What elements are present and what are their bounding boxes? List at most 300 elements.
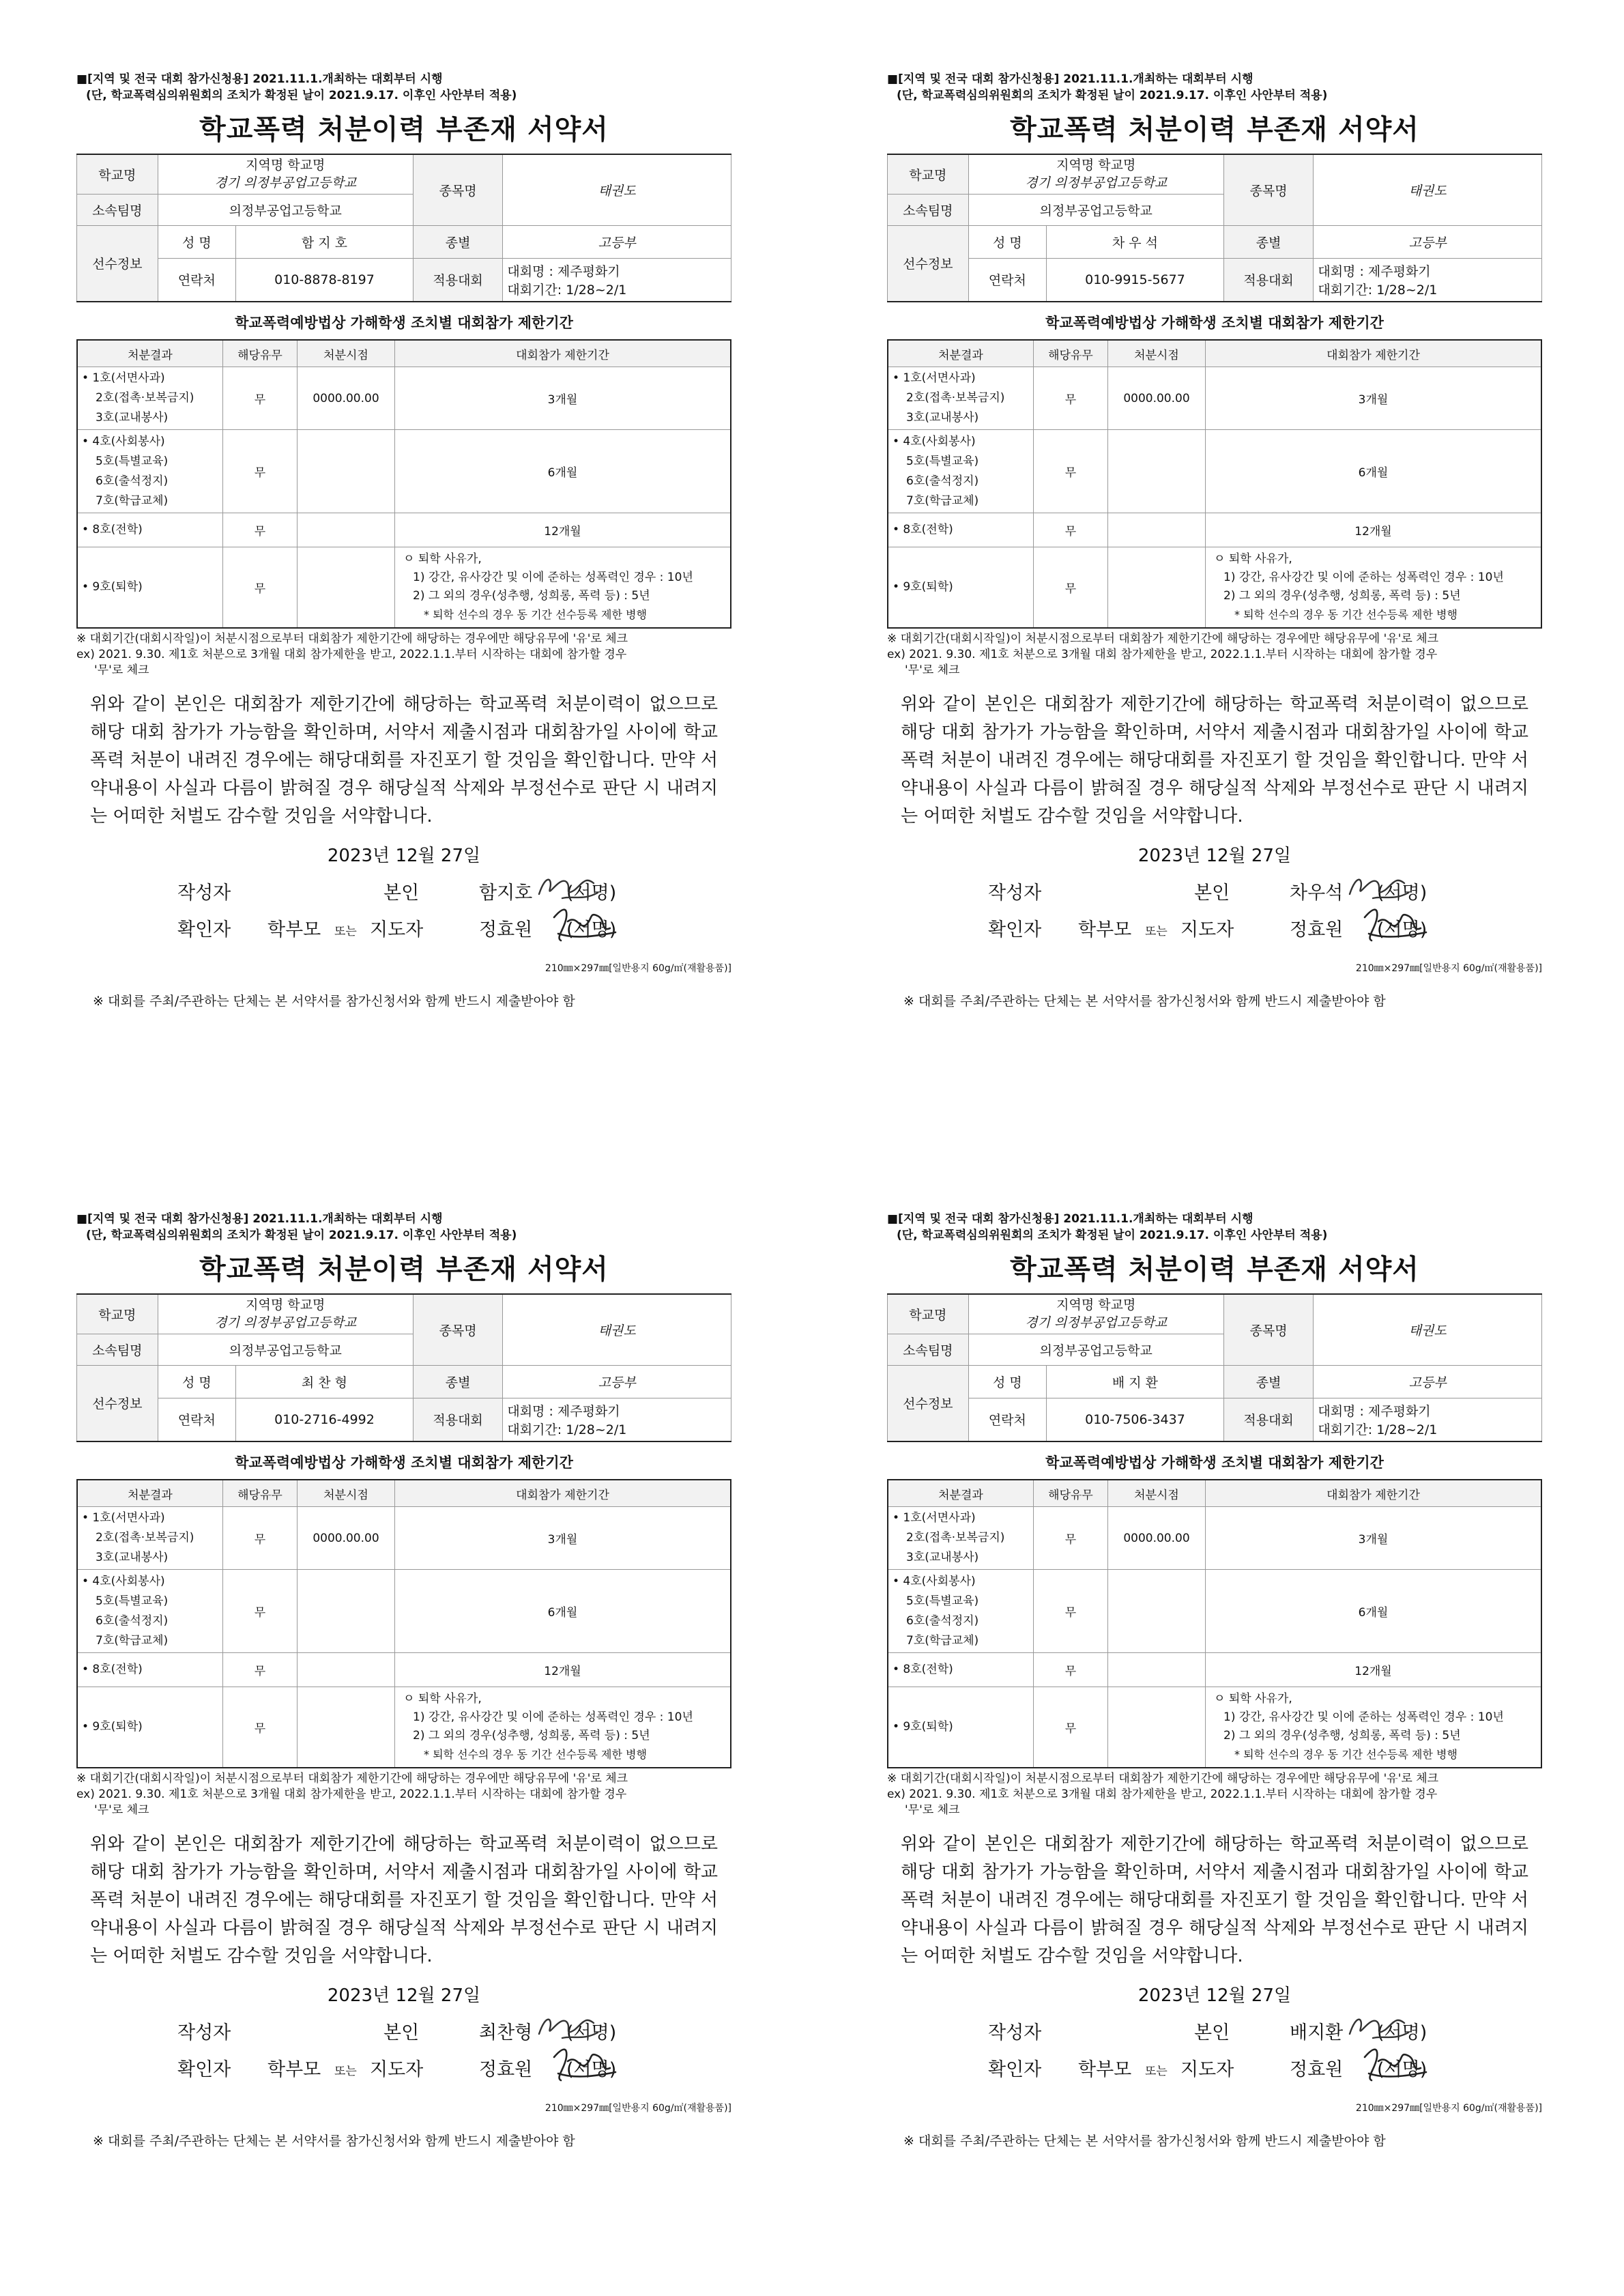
- date-cell: 0000.00.00: [298, 1507, 395, 1570]
- applicable-cell: 무: [223, 1570, 298, 1653]
- result-line: 7호(학급교체): [96, 1633, 169, 1648]
- event-value: 태권도: [503, 154, 731, 225]
- expulsion-note: ㅇ 퇴학 사유가,: [1214, 552, 1292, 566]
- expulsion-note: ㅇ 퇴학 사유가,: [403, 552, 482, 566]
- coach-signature: [1358, 901, 1433, 946]
- result-line: 2호(접촉·보복금지): [906, 391, 1005, 405]
- limit-cell: 12개월: [1206, 513, 1542, 547]
- limits-section-title: 학교폭력예방법상 가해학생 조치별 대회참가 제한기간: [235, 315, 573, 331]
- date-cell: [1108, 1687, 1206, 1768]
- name-value: 배 지 환: [1047, 1365, 1224, 1398]
- date-cell: [1108, 1570, 1206, 1653]
- notice-line-1: ■[지역 및 전국 대회 참가신청용] 2021.11.1.개최하는 대회부터 시행: [887, 72, 1253, 86]
- limit-cell: 3개월: [395, 367, 731, 430]
- contact-label: 연락처: [968, 258, 1046, 302]
- table-row: [888, 430, 1541, 513]
- name-label: 성 명: [158, 1365, 235, 1398]
- division-label: 종별: [1223, 225, 1314, 258]
- result-line: 5호(특별교육): [906, 454, 979, 468]
- contact-value: 010-7506-3437: [1047, 1398, 1224, 1441]
- contact-label: 연락처: [968, 1398, 1046, 1441]
- applicable-cell: 무: [223, 547, 298, 628]
- writer-label: 작성자: [177, 2022, 231, 2043]
- limits-table: [887, 1479, 1542, 1768]
- result-line: • 4호(사회봉사): [82, 434, 165, 448]
- pledge-text: 위와 같이 본인은 대회참가 제한기간에 해당하는 학교폭력 처분이력이 없으므로 해당 대회 참가가 가능함을 확인하며, 서약서 제출시점과 대회참가일 사이에 학교폭력 처분이 내려진 경우에는 해당대회를 자진포기 할 것임을 확인합니다. 만약 서약내용이 사실과 다름이 밝혀질 경우 해당실적 삭제와 부정선수로 판단 시 내려지는 어떠한 처벌도 감수할 것임을 서약합니다.: [901, 1833, 1528, 1966]
- name-label: 성 명: [968, 225, 1046, 258]
- col-result: 처분결과: [77, 340, 223, 367]
- paper-spec: 210㎜×297㎜[일반용지 60g/㎡(재활용품)]: [1355, 962, 1542, 974]
- result-cell: [77, 367, 223, 430]
- coach-name: 정효원: [1290, 2058, 1344, 2080]
- applicable-cell: 무: [1034, 367, 1108, 430]
- name-value: 함 지 호: [236, 225, 414, 258]
- signer-sign-label: (서명): [1377, 882, 1427, 904]
- contact-value: 010-9915-5677: [1047, 258, 1224, 302]
- footnote-line: '무'로 체크: [905, 663, 960, 677]
- result-line: • 4호(사회봉사): [893, 434, 976, 448]
- form-title: 학교폭력 처분이력 부존재 서약서: [199, 114, 609, 145]
- coach-label: 지도자: [1180, 919, 1234, 941]
- date-cell: [1108, 1653, 1206, 1687]
- expulsion-note: 1) 강간, 유사강간 및 이에 준하는 성폭력인 경우 : 10년: [413, 571, 693, 585]
- expulsion-note: 2) 그 외의 경우(성추행, 성희롱, 폭력 등) : 5년: [413, 589, 650, 603]
- col-date: 처분시점: [298, 1480, 395, 1507]
- applicable-cell: 무: [1034, 1507, 1108, 1570]
- competition-period: 대회기간: 1/28~2/1: [507, 1422, 627, 1437]
- form-title: 학교폭력 처분이력 부존재 서약서: [1010, 114, 1419, 145]
- result-cell: [888, 1507, 1034, 1570]
- footnote-line: ex) 2021. 9.30. 제1호 처분으로 3개월 대회 참가제한을 받고, 2022.1.1.부터 시작하는 대회에 참가할 경우: [887, 647, 1438, 661]
- team-label: 소속팀명: [77, 1334, 158, 1365]
- date-cell: 0000.00.00: [1108, 1507, 1206, 1570]
- limits-table: [76, 1479, 731, 1768]
- result-cell: [77, 1507, 223, 1570]
- result-cell: [77, 1570, 223, 1653]
- region-school-caption: 지역명 학교명: [1056, 158, 1136, 173]
- pledge-form: [887, 1211, 1542, 2200]
- event-label: 종목명: [413, 1294, 503, 1365]
- expulsion-note: * 퇴학 선수의 경우 동 기간 선수등록 제한 병행: [1234, 1748, 1458, 1762]
- final-note: ※ 대회를 주최/주관하는 단체는 본 서약서를 참가신청서와 함께 반드시 제출받아야 함: [93, 2133, 575, 2149]
- footnote: [76, 631, 731, 678]
- col-limit: 대회참가 제한기간: [1206, 340, 1542, 367]
- limits-section-title: 학교폭력예방법상 가해학생 조치별 대회참가 제한기간: [1045, 315, 1384, 331]
- team-label: 소속팀명: [888, 1334, 969, 1365]
- division-value: 고등부: [1314, 225, 1542, 258]
- name-value: 최 찬 형: [236, 1365, 414, 1398]
- col-result: 처분결과: [77, 1480, 223, 1507]
- result-cell: [77, 547, 223, 628]
- division-value: 고등부: [503, 1365, 731, 1398]
- pledge-date: 2023년 12월 27일: [1137, 1985, 1292, 2006]
- confirmer-label: 확인자: [177, 919, 231, 941]
- applicable-cell: 무: [223, 1507, 298, 1570]
- result-line: • 8호(전학): [893, 523, 953, 536]
- signer-name: 배지환: [1290, 2022, 1344, 2043]
- coach-signature: [547, 901, 622, 946]
- table-row: [888, 547, 1541, 628]
- col-limit: 대회참가 제한기간: [395, 340, 731, 367]
- pledge-form: [76, 71, 731, 1061]
- footnote-line: ex) 2021. 9.30. 제1호 처분으로 3개월 대회 참가제한을 받고, 2022.1.1.부터 시작하는 대회에 참가할 경우: [76, 647, 627, 661]
- date-cell: 0000.00.00: [298, 367, 395, 430]
- col-date: 처분시점: [1108, 340, 1206, 367]
- team-value: 의정부공업고등학교: [968, 194, 1223, 225]
- table-row: [77, 1653, 731, 1687]
- event-value: 태권도: [503, 1294, 731, 1365]
- date-cell: [298, 1653, 395, 1687]
- competition-label: 적용대회: [1223, 1398, 1314, 1441]
- coach-sign-label: (서명): [1377, 2058, 1427, 2080]
- player-info-label: 선수정보: [77, 1365, 158, 1441]
- applicable-cell: 무: [223, 1653, 298, 1687]
- contact-value: 010-8878-8197: [236, 258, 414, 302]
- limit-cell: 12개월: [395, 1653, 731, 1687]
- school-cell: [158, 1294, 413, 1334]
- division-value: 고등부: [503, 225, 731, 258]
- school-label: 학교명: [77, 154, 158, 194]
- or-label: 또는: [334, 924, 357, 938]
- limit-cell: 6개월: [395, 430, 731, 513]
- applicable-cell: 무: [1034, 1653, 1108, 1687]
- result-line: 2호(접촉·보복금지): [906, 1531, 1005, 1545]
- school-value: 경기 의정부공업고등학교: [214, 1315, 357, 1331]
- contact-value: 010-2716-4992: [236, 1398, 414, 1441]
- footnote-line: ex) 2021. 9.30. 제1호 처분으로 3개월 대회 참가제한을 받고, 2022.1.1.부터 시작하는 대회에 참가할 경우: [76, 1787, 627, 1801]
- signer-name: 차우석: [1290, 882, 1344, 904]
- applicable-cell: 무: [1034, 1687, 1108, 1768]
- notice-line-2: (단, 학교폭력심의위원회의 조치가 확정된 날이 2021.9.17. 이후인 사안부터 적용): [897, 1229, 1328, 1242]
- table-row: [77, 1507, 731, 1570]
- footnote-line: ※ 대회기간(대회시작일)이 처분시점으로부터 대회참가 제한기간에 해당하는 경우에만 해당유무에 '유'로 체크: [76, 631, 628, 646]
- self-label: 본인: [383, 882, 420, 904]
- result-line: • 9호(퇴학): [893, 1719, 953, 1734]
- applicable-cell: 무: [1034, 430, 1108, 513]
- confirmer-label: 확인자: [988, 2058, 1042, 2080]
- division-value: 고등부: [1314, 1365, 1542, 1398]
- applicable-cell: 무: [223, 367, 298, 430]
- competition-label: 적용대회: [1223, 258, 1314, 302]
- table-row: [77, 367, 731, 430]
- or-label: 또는: [334, 2064, 357, 2078]
- result-line: • 1호(서면사과): [82, 1511, 165, 1525]
- limit-cell: 6개월: [1206, 430, 1542, 513]
- school-cell: [968, 154, 1223, 194]
- limits-section-title: 학교폭력예방법상 가해학생 조치별 대회참가 제한기간: [235, 1454, 573, 1471]
- parent-label: 학부모: [267, 2058, 321, 2080]
- competition-name: 대회명 : 제주평화기: [507, 263, 620, 279]
- notice-line-1: ■[지역 및 전국 대회 참가신청용] 2021.11.1.개최하는 대회부터 시행: [887, 1212, 1253, 1226]
- division-label: 종별: [413, 225, 503, 258]
- signature-block: [76, 2015, 731, 2097]
- writer-label: 작성자: [988, 2022, 1042, 2043]
- school-cell: [968, 1294, 1223, 1334]
- coach-label: 지도자: [370, 2058, 424, 2080]
- result-line: 3호(교내봉사): [906, 1551, 979, 1564]
- player-info-label: 선수정보: [888, 225, 969, 302]
- result-line: • 4호(사회봉사): [893, 1574, 976, 1588]
- applicant-info-table: [887, 1293, 1542, 1442]
- signer-name: 함지호: [479, 882, 533, 904]
- school-label: 학교명: [888, 1294, 969, 1334]
- coach-label: 지도자: [1180, 2058, 1234, 2080]
- event-label: 종목명: [1223, 1294, 1314, 1365]
- limits-table: [887, 339, 1542, 629]
- signature-block: [887, 875, 1542, 957]
- expulsion-note: 1) 강간, 유사강간 및 이에 준하는 성폭력인 경우 : 10년: [413, 1710, 693, 1725]
- signer-sign-label: (서명): [1377, 2022, 1427, 2043]
- expulsion-note: * 퇴학 선수의 경우 동 기간 선수등록 제한 병행: [424, 1748, 647, 1762]
- coach-signature: [1358, 2041, 1433, 2086]
- school-value: 경기 의정부공업고등학교: [1025, 175, 1168, 191]
- col-applicable: 해당유무: [1034, 340, 1108, 367]
- limits-section-title: 학교폭력예방법상 가해학생 조치별 대회참가 제한기간: [1045, 1454, 1384, 1471]
- event-label: 종목명: [413, 154, 503, 225]
- expulsion-note: 1) 강간, 유사강간 및 이에 준하는 성폭력인 경우 : 10년: [1223, 571, 1504, 585]
- date-cell: [298, 1687, 395, 1768]
- confirmer-label: 확인자: [988, 919, 1042, 941]
- team-value: 의정부공업고등학교: [158, 194, 413, 225]
- competition-label: 적용대회: [413, 258, 503, 302]
- footnote-line: ※ 대회기간(대회시작일)이 처분시점으로부터 대회참가 제한기간에 해당하는 경우에만 해당유무에 '유'로 체크: [887, 1771, 1439, 1785]
- notice-line-1: ■[지역 및 전국 대회 참가신청용] 2021.11.1.개최하는 대회부터 시행: [76, 1212, 443, 1226]
- limit-cell: 12개월: [395, 513, 731, 547]
- writer-label: 작성자: [988, 882, 1042, 904]
- competition-period: 대회기간: 1/28~2/1: [1318, 1422, 1438, 1437]
- limit-cell-expulsion: [395, 547, 731, 628]
- signer-name: 최찬형: [479, 2022, 533, 2043]
- team-label: 소속팀명: [77, 194, 158, 225]
- result-cell: [888, 513, 1034, 547]
- col-applicable: 해당유무: [223, 1480, 298, 1507]
- result-line: 3호(교내봉사): [96, 411, 169, 425]
- final-note: ※ 대회를 주최/주관하는 단체는 본 서약서를 참가신청서와 함께 반드시 제출받아야 함: [903, 993, 1386, 1009]
- notice: [887, 1211, 1542, 1244]
- result-line: 3호(교내봉사): [96, 1551, 169, 1564]
- parent-label: 학부모: [1078, 2058, 1132, 2080]
- school-label: 학교명: [77, 1294, 158, 1334]
- result-line: • 1호(서면사과): [893, 1511, 976, 1525]
- competition-name: 대회명 : 제주평화기: [507, 1403, 620, 1419]
- pledge-form: [887, 71, 1542, 1061]
- date-cell: [1108, 513, 1206, 547]
- result-cell: [77, 430, 223, 513]
- coach-sign-label: (서명): [1377, 919, 1427, 941]
- result-line: 6호(출석정지): [96, 1613, 169, 1628]
- limit-cell: 3개월: [1206, 367, 1542, 430]
- table-row: [77, 513, 731, 547]
- paper-spec: 210㎜×297㎜[일반용지 60g/㎡(재활용품)]: [545, 962, 731, 974]
- limit-cell-expulsion: [395, 1687, 731, 1768]
- expulsion-note: 1) 강간, 유사강간 및 이에 준하는 성폭력인 경우 : 10년: [1223, 1710, 1504, 1725]
- self-label: 본인: [383, 2022, 420, 2043]
- team-value: 의정부공업고등학교: [968, 1334, 1223, 1365]
- competition-value: [503, 1398, 731, 1441]
- team-value: 의정부공업고등학교: [158, 1334, 413, 1365]
- name-label: 성 명: [158, 225, 235, 258]
- limit-cell-expulsion: [1206, 1687, 1542, 1768]
- signature-block: [76, 875, 731, 957]
- limit-cell: 6개월: [1206, 1570, 1542, 1653]
- col-limit: 대회참가 제한기간: [395, 1480, 731, 1507]
- result-line: • 9호(퇴학): [82, 1719, 143, 1734]
- footnote-line: ※ 대회기간(대회시작일)이 처분시점으로부터 대회참가 제한기간에 해당하는 경우에만 해당유무에 '유'로 체크: [887, 631, 1439, 646]
- date-cell: [298, 513, 395, 547]
- col-date: 처분시점: [298, 340, 395, 367]
- footnote-line: ※ 대회기간(대회시작일)이 처분시점으로부터 대회참가 제한기간에 해당하는 경우에만 해당유무에 '유'로 체크: [76, 1771, 628, 1785]
- event-label: 종목명: [1223, 154, 1314, 225]
- notice-line-2: (단, 학교폭력심의위원회의 조치가 확정된 날이 2021.9.17. 이후인 사안부터 적용): [86, 89, 517, 102]
- division-label: 종별: [1223, 1365, 1314, 1398]
- result-cell: [77, 513, 223, 547]
- result-line: 7호(학급교체): [96, 493, 169, 508]
- expulsion-note: ㅇ 퇴학 사유가,: [403, 1692, 482, 1706]
- result-line: 5호(특별교육): [96, 454, 169, 468]
- school-cell: [158, 154, 413, 194]
- notice-line-1: ■[지역 및 전국 대회 참가신청용] 2021.11.1.개최하는 대회부터 시행: [76, 72, 443, 86]
- player-info-label: 선수정보: [77, 225, 158, 302]
- confirmer-label: 확인자: [177, 2058, 231, 2080]
- footnote-line: '무'로 체크: [94, 1803, 149, 1817]
- result-line: • 4호(사회봉사): [82, 1574, 165, 1588]
- self-label: 본인: [1194, 2022, 1230, 2043]
- coach-label: 지도자: [370, 919, 424, 941]
- result-cell: [888, 1687, 1034, 1768]
- competition-value: [503, 258, 731, 302]
- notice-line-2: (단, 학교폭력심의위원회의 조치가 확정된 날이 2021.9.17. 이후인 사안부터 적용): [897, 89, 1328, 102]
- pledge-date: 2023년 12월 27일: [327, 1985, 481, 2006]
- region-school-caption: 지역명 학교명: [1056, 1297, 1136, 1313]
- result-line: 2호(접촉·보복금지): [96, 1531, 194, 1545]
- result-line: • 8호(전학): [893, 1663, 953, 1676]
- coach-name: 정효원: [479, 2058, 533, 2080]
- date-cell: [1108, 430, 1206, 513]
- col-date: 처분시점: [1108, 1480, 1206, 1507]
- or-label: 또는: [1145, 2064, 1168, 2078]
- table-row: [888, 1653, 1541, 1687]
- applicable-cell: 무: [1034, 547, 1108, 628]
- contact-label: 연락처: [158, 1398, 235, 1441]
- applicant-info-table: [76, 1293, 731, 1442]
- school-label: 학교명: [888, 154, 969, 194]
- region-school-caption: 지역명 학교명: [246, 1297, 325, 1313]
- date-cell: 0000.00.00: [1108, 367, 1206, 430]
- coach-sign-label: (서명): [566, 919, 617, 941]
- result-cell: [888, 547, 1034, 628]
- notice: [76, 71, 731, 104]
- result-cell: [888, 1653, 1034, 1687]
- notice: [887, 71, 1542, 104]
- notice: [76, 1211, 731, 1244]
- pledge-text: 위와 같이 본인은 대회참가 제한기간에 해당하는 학교폭력 처분이력이 없으므로 해당 대회 참가가 가능함을 확인하며, 서약서 제출시점과 대회참가일 사이에 학교폭력 처분이 내려진 경우에는 해당대회를 자진포기 할 것임을 확인합니다. 만약 서약내용이 사실과 다름이 밝혀질 경우 해당실적 삭제와 부정선수로 판단 시 내려지는 어떠한 처벌도 감수할 것임을 서약합니다.: [90, 693, 718, 827]
- region-school-caption: 지역명 학교명: [246, 158, 325, 173]
- expulsion-note: 2) 그 외의 경우(성추행, 성희롱, 폭력 등) : 5년: [1223, 589, 1461, 603]
- expulsion-note: 2) 그 외의 경우(성추행, 성희롱, 폭력 등) : 5년: [1223, 1729, 1461, 1743]
- footnote: [887, 631, 1542, 678]
- result-line: • 8호(전학): [82, 1663, 143, 1676]
- table-row: [888, 1687, 1541, 1768]
- result-line: 6호(출석정지): [906, 474, 979, 488]
- form-title: 학교폭력 처분이력 부존재 서약서: [199, 1254, 609, 1285]
- signature-block: [887, 2015, 1542, 2097]
- date-cell: [298, 430, 395, 513]
- name-label: 성 명: [968, 1365, 1046, 1398]
- name-value: 차 우 석: [1047, 225, 1224, 258]
- table-row: [77, 430, 731, 513]
- result-line: 6호(출석정지): [906, 1613, 979, 1628]
- division-label: 종별: [413, 1365, 503, 1398]
- applicable-cell: 무: [223, 513, 298, 547]
- coach-sign-label: (서명): [566, 2058, 617, 2080]
- col-result: 처분결과: [888, 1480, 1034, 1507]
- expulsion-note: 2) 그 외의 경우(성추행, 성희롱, 폭력 등) : 5년: [413, 1729, 650, 1743]
- table-row: [888, 1507, 1541, 1570]
- coach-signature: [547, 2041, 622, 2086]
- footnote-line: ex) 2021. 9.30. 제1호 처분으로 3개월 대회 참가제한을 받고, 2022.1.1.부터 시작하는 대회에 참가할 경우: [887, 1787, 1438, 1801]
- limit-cell: 12개월: [1206, 1653, 1542, 1687]
- or-label: 또는: [1145, 924, 1168, 938]
- table-row: [888, 367, 1541, 430]
- applicable-cell: 무: [1034, 513, 1108, 547]
- self-label: 본인: [1194, 882, 1230, 904]
- result-line: 2호(접촉·보복금지): [96, 391, 194, 405]
- limit-cell: 6개월: [395, 1570, 731, 1653]
- footnote-line: '무'로 체크: [94, 663, 149, 677]
- limits-table: [76, 339, 731, 629]
- table-row: [888, 513, 1541, 547]
- applicant-info-table: [76, 154, 731, 302]
- applicable-cell: 무: [223, 430, 298, 513]
- parent-label: 학부모: [1078, 919, 1132, 941]
- competition-value: [1314, 258, 1542, 302]
- result-line: • 1호(서면사과): [893, 371, 976, 385]
- final-note: ※ 대회를 주최/주관하는 단체는 본 서약서를 참가신청서와 함께 반드시 제출받아야 함: [903, 2133, 1386, 2149]
- table-row: [77, 1570, 731, 1653]
- pledge-date: 2023년 12월 27일: [327, 845, 481, 866]
- school-value: 경기 의정부공업고등학교: [214, 175, 357, 191]
- competition-period: 대회기간: 1/28~2/1: [1318, 282, 1438, 298]
- result-cell: [888, 367, 1034, 430]
- result-line: • 1호(서면사과): [82, 371, 165, 385]
- pledge-date: 2023년 12월 27일: [1137, 845, 1292, 866]
- expulsion-note: ㅇ 퇴학 사유가,: [1214, 1692, 1292, 1706]
- competition-name: 대회명 : 제주평화기: [1318, 263, 1431, 279]
- pledge-text: 위와 같이 본인은 대회참가 제한기간에 해당하는 학교폭력 처분이력이 없으므로 해당 대회 참가가 가능함을 확인하며, 서약서 제출시점과 대회참가일 사이에 학교폭력 처분이 내려진 경우에는 해당대회를 자진포기 할 것임을 확인합니다. 만약 서약내용이 사실과 다름이 밝혀질 경우 해당실적 삭제와 부정선수로 판단 시 내려지는 어떠한 처벌도 감수할 것임을 서약합니다.: [901, 693, 1528, 827]
- limit-cell: 3개월: [1206, 1507, 1542, 1570]
- result-line: 7호(학급교체): [906, 1633, 979, 1648]
- player-info-label: 선수정보: [888, 1365, 969, 1441]
- table-row: [77, 1687, 731, 1768]
- table-row: [888, 1570, 1541, 1653]
- applicant-info-table: [887, 154, 1542, 302]
- signer-sign-label: (서명): [566, 2022, 617, 2043]
- footnote: [76, 1771, 731, 1818]
- col-result: 처분결과: [888, 340, 1034, 367]
- competition-value: [1314, 1398, 1542, 1441]
- result-cell: [77, 1687, 223, 1768]
- event-value: 태권도: [1314, 154, 1542, 225]
- expulsion-note: * 퇴학 선수의 경우 동 기간 선수등록 제한 병행: [1234, 608, 1458, 622]
- writer-label: 작성자: [177, 882, 231, 904]
- competition-label: 적용대회: [413, 1398, 503, 1441]
- applicable-cell: 무: [1034, 1570, 1108, 1653]
- coach-name: 정효원: [1290, 919, 1344, 941]
- result-line: 5호(특별교육): [96, 1594, 169, 1608]
- result-line: 3호(교내봉사): [906, 411, 979, 425]
- form-title: 학교폭력 처분이력 부존재 서약서: [1010, 1254, 1419, 1285]
- signer-sign-label: (서명): [566, 882, 617, 904]
